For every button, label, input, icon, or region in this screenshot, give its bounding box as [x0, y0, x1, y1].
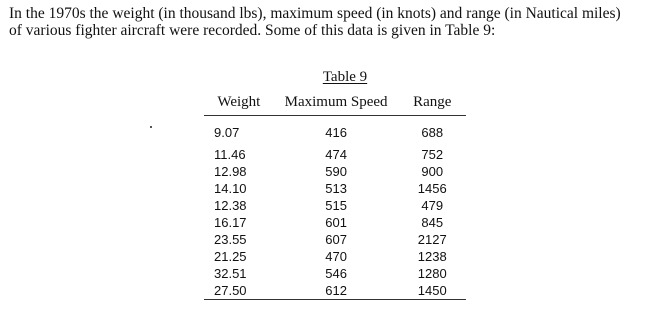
cell-range: 1238: [417, 249, 447, 264]
cell-range: 688: [421, 125, 444, 140]
cell-weight: 12.98: [214, 164, 247, 179]
cell-weight: 9.07: [214, 125, 240, 140]
cell-weight: 23.55: [214, 232, 247, 247]
cell-range: 1450: [398, 282, 466, 300]
stray-dot: [150, 126, 152, 128]
table-row: [204, 265, 466, 282]
intro-line-1: In the 1970s the weight (in thousand lbs), maximum speed (in knots) and range (in Nautical miles): [9, 5, 621, 22]
header-weight: Weight: [204, 93, 274, 116]
table-row: [204, 248, 466, 265]
cell-range: 479: [421, 198, 444, 213]
header-row: [204, 93, 466, 116]
cell-range: 1280: [417, 266, 447, 281]
cell-speed: 612: [274, 282, 399, 300]
table-caption: Table 9: [322, 69, 368, 85]
header-maximum-speed: Maximum Speed: [274, 93, 399, 116]
cell-weight: 11.46: [214, 147, 246, 162]
cell-speed: 513: [325, 181, 347, 196]
cell-range: 2127: [417, 232, 447, 247]
cell-range: 845: [421, 215, 444, 230]
table-row: [204, 214, 466, 231]
cell-speed: 474: [325, 147, 347, 162]
table-row: [204, 197, 466, 214]
table-row: [204, 163, 466, 180]
cell-speed: 416: [325, 125, 347, 140]
table-row: [204, 282, 466, 300]
table-row: [204, 116, 466, 147]
cell-range: 900: [421, 164, 444, 179]
header-range: Range: [398, 93, 466, 116]
table-row: [204, 231, 466, 248]
cell-range: 752: [421, 147, 444, 162]
table-9: [204, 68, 466, 300]
cell-speed: 546: [325, 266, 347, 281]
cell-speed: 607: [325, 232, 347, 247]
data-table: [204, 93, 466, 300]
cell-weight: 32.51: [214, 266, 247, 281]
cell-weight: 27.50: [204, 282, 274, 300]
cell-speed: 470: [325, 249, 347, 264]
cell-speed: 515: [325, 198, 347, 213]
cell-weight: 16.17: [214, 215, 247, 230]
cell-weight: 21.25: [214, 249, 247, 264]
cell-speed: 590: [325, 164, 347, 179]
cell-speed: 601: [325, 215, 347, 230]
intro-line-2: of various fighter aircraft were recorded. Some of this data is given in Table 9:: [9, 22, 496, 39]
table-row: [204, 180, 466, 197]
table-row: [204, 146, 466, 163]
cell-range: 1456: [417, 181, 447, 196]
cell-weight: 12.38: [214, 198, 247, 213]
intro-paragraph: [9, 5, 664, 39]
cell-weight: 14.10: [214, 181, 247, 196]
